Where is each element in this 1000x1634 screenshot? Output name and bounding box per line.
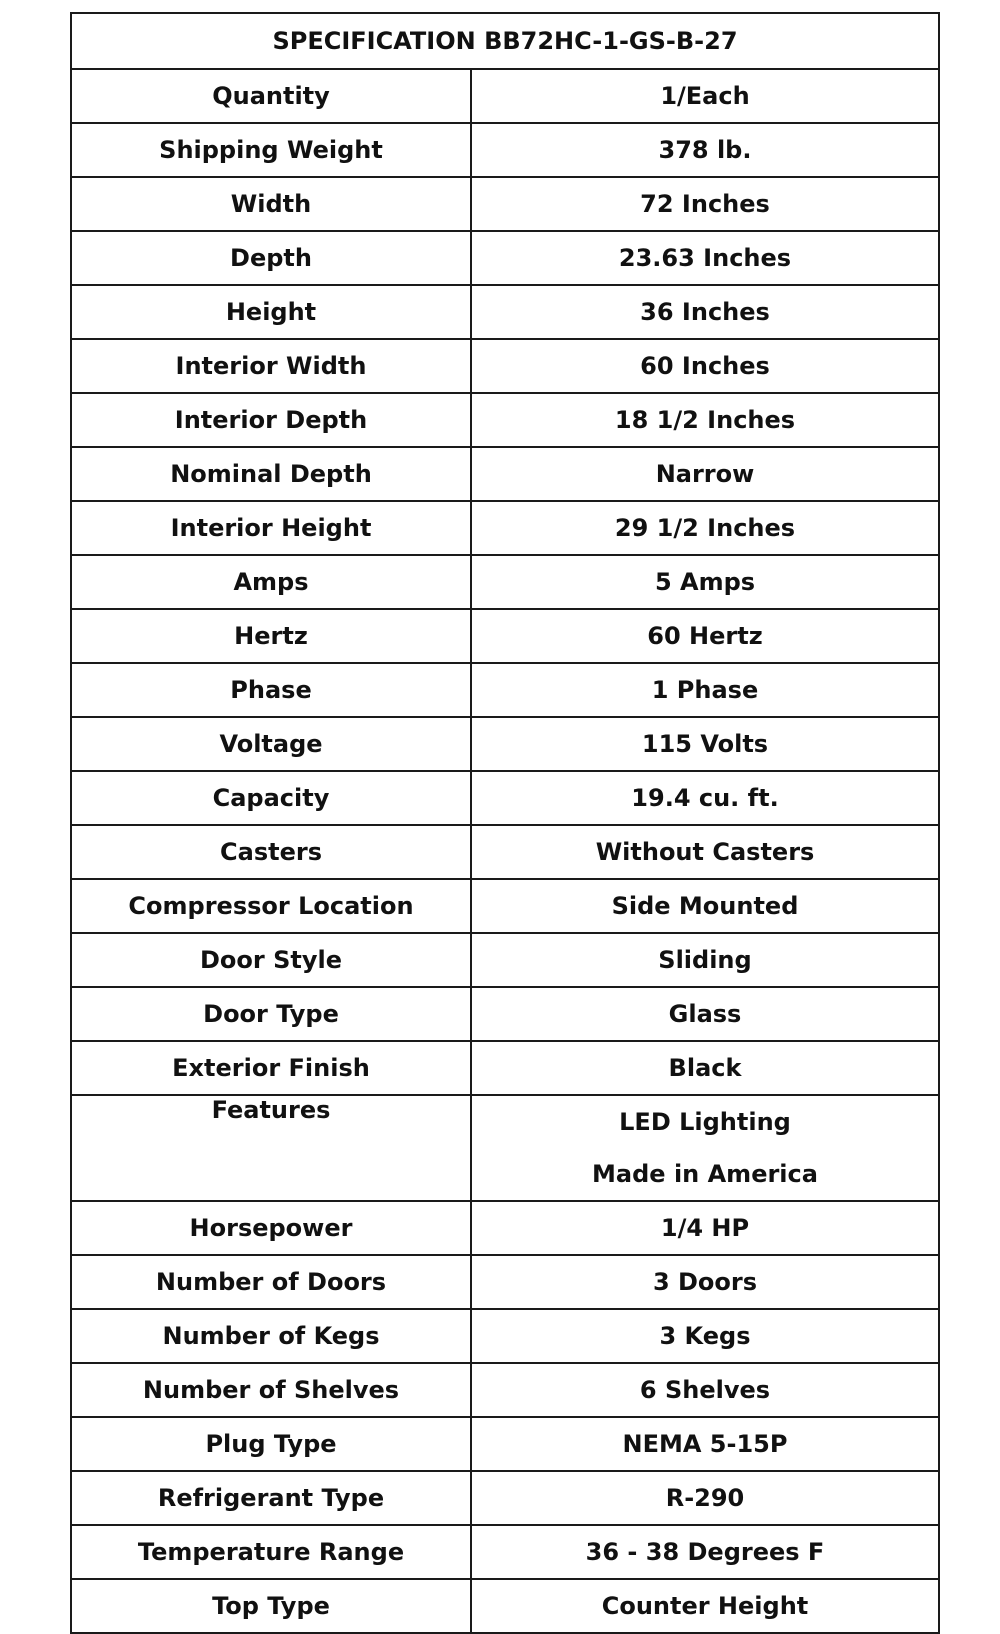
spec-value: 3 Doors	[471, 1255, 939, 1309]
table-row	[71, 1471, 939, 1525]
table-row	[71, 393, 939, 447]
spec-label: Temperature Range	[71, 1525, 471, 1579]
spec-label: Amps	[71, 555, 471, 609]
spec-value: 72 Inches	[471, 177, 939, 231]
spec-value: 6 Shelves	[471, 1363, 939, 1417]
spec-value: 3 Kegs	[471, 1309, 939, 1363]
spec-value	[471, 1095, 939, 1201]
spec-value: Black	[471, 1041, 939, 1095]
table-row	[71, 285, 939, 339]
table-row	[71, 339, 939, 393]
spec-value: NEMA 5-15P	[471, 1417, 939, 1471]
table-row	[71, 717, 939, 771]
spec-label: Compressor Location	[71, 879, 471, 933]
table-row	[71, 1095, 939, 1201]
table-row	[71, 987, 939, 1041]
spec-label: Top Type	[71, 1579, 471, 1633]
spec-label: Plug Type	[71, 1417, 471, 1471]
spec-label: Refrigerant Type	[71, 1471, 471, 1525]
spec-value: 115 Volts	[471, 717, 939, 771]
spec-value: 5 Amps	[471, 555, 939, 609]
spec-value: Counter Height	[471, 1579, 939, 1633]
spec-value: 18 1/2 Inches	[471, 393, 939, 447]
table-row	[71, 1255, 939, 1309]
table-row	[71, 1309, 939, 1363]
spec-label: Interior Width	[71, 339, 471, 393]
table-row	[71, 231, 939, 285]
spec-label: Width	[71, 177, 471, 231]
table-row	[71, 69, 939, 123]
table-body	[71, 69, 939, 1633]
spec-label: Voltage	[71, 717, 471, 771]
spec-value: Side Mounted	[471, 879, 939, 933]
spec-label: Hertz	[71, 609, 471, 663]
table-row	[71, 771, 939, 825]
table-row	[71, 1525, 939, 1579]
spec-label: Height	[71, 285, 471, 339]
spec-table	[70, 12, 940, 1634]
spec-value: 36 - 38 Degrees F	[471, 1525, 939, 1579]
spec-label: Door Style	[71, 933, 471, 987]
spec-label: Door Type	[71, 987, 471, 1041]
table-row	[71, 663, 939, 717]
spec-value: Sliding	[471, 933, 939, 987]
spec-value: Without Casters	[471, 825, 939, 879]
spec-label: Nominal Depth	[71, 447, 471, 501]
spec-value: 23.63 Inches	[471, 231, 939, 285]
table-row	[71, 501, 939, 555]
table-row	[71, 825, 939, 879]
table-row	[71, 1363, 939, 1417]
spec-label: Interior Height	[71, 501, 471, 555]
spec-value: 19.4 cu. ft.	[471, 771, 939, 825]
spec-label: Casters	[71, 825, 471, 879]
table-row	[71, 1417, 939, 1471]
spec-label: Number of Doors	[71, 1255, 471, 1309]
spec-value: 1/4 HP	[471, 1201, 939, 1255]
spec-label: Exterior Finish	[71, 1041, 471, 1095]
spec-value-line: LED Lighting	[619, 1108, 791, 1136]
spec-value: 60 Hertz	[471, 609, 939, 663]
table-row	[71, 555, 939, 609]
spec-value: 378 lb.	[471, 123, 939, 177]
table-row	[71, 177, 939, 231]
table-row	[71, 879, 939, 933]
spec-value: Narrow	[471, 447, 939, 501]
spec-value: Glass	[471, 987, 939, 1041]
spec-value: R-290	[471, 1471, 939, 1525]
spec-label: Capacity	[71, 771, 471, 825]
spec-value: 60 Inches	[471, 339, 939, 393]
table-row	[71, 609, 939, 663]
spec-label: Depth	[71, 231, 471, 285]
spec-value-line: Made in America	[592, 1160, 818, 1188]
spec-label: Interior Depth	[71, 393, 471, 447]
table-row	[71, 447, 939, 501]
table-row	[71, 933, 939, 987]
spec-label: Quantity	[71, 69, 471, 123]
spec-label: Horsepower	[71, 1201, 471, 1255]
spec-label: Number of Shelves	[71, 1363, 471, 1417]
spec-label: Number of Kegs	[71, 1309, 471, 1363]
table-row	[71, 1041, 939, 1095]
spec-value: 1/Each	[471, 69, 939, 123]
spec-value: 29 1/2 Inches	[471, 501, 939, 555]
spec-label: Phase	[71, 663, 471, 717]
spec-label: Features	[71, 1095, 471, 1201]
spec-label: Shipping Weight	[71, 123, 471, 177]
table-row	[71, 123, 939, 177]
spec-value: 1 Phase	[471, 663, 939, 717]
table-row	[71, 1579, 939, 1633]
spec-value: 36 Inches	[471, 285, 939, 339]
table-title: SPECIFICATION BB72HC-1-GS-B-27	[71, 13, 939, 69]
table-header-row	[71, 13, 939, 69]
table-row	[71, 1201, 939, 1255]
